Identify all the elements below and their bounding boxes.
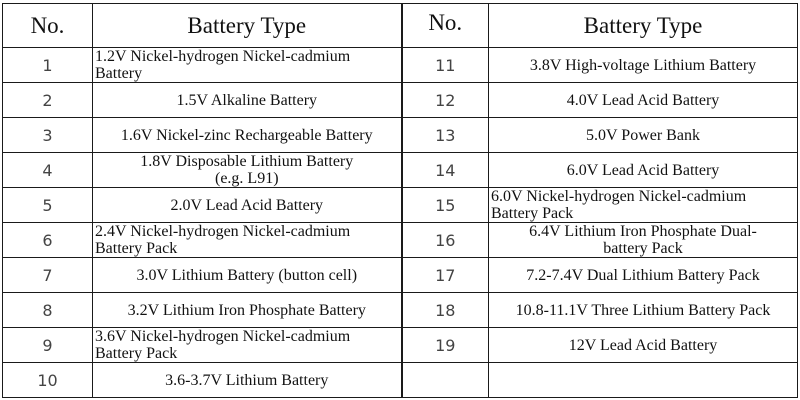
row-number-cell: 18 (402, 293, 489, 328)
row-number-cell: 1 (3, 48, 93, 83)
battery-type-cell: 5.0V Power Bank (489, 118, 798, 153)
battery-type-cell: 4.0V Lead Acid Battery (489, 83, 798, 118)
row-number-cell: 19 (402, 328, 489, 363)
table-row (3, 83, 798, 118)
table-row (3, 258, 798, 293)
row-number-cell: 15 (402, 188, 489, 223)
row-number-cell: 10 (3, 363, 93, 398)
battery-type-cell: 6.0V Nickel-hydrogen Nickel-cadmium Battery Pack (489, 188, 798, 223)
row-number-cell: 16 (402, 223, 489, 258)
row-number-cell: 8 (3, 293, 93, 328)
battery-type-cell: 3.2V Lithium Iron Phosphate Battery (93, 293, 402, 328)
row-number-cell: 3 (3, 118, 93, 153)
header-no-left: No. (3, 4, 93, 48)
row-number-cell: 2 (3, 83, 93, 118)
row-number-cell: 14 (402, 153, 489, 188)
row-number-cell: 11 (402, 48, 489, 83)
battery-type-cell: 2.4V Nickel-hydrogen Nickel-cadmium Battery Pack (93, 223, 402, 258)
battery-type-cell: 1.5V Alkaline Battery (93, 83, 402, 118)
table-row (3, 293, 798, 328)
table-row (3, 363, 798, 398)
battery-type-cell: 1.8V Disposable Lithium Battery (e.g. L91) (93, 153, 402, 188)
table-row (3, 188, 798, 223)
battery-type-cell: 7.2-7.4V Dual Lithium Battery Pack (489, 258, 798, 293)
empty-number-cell (402, 363, 489, 398)
row-number-cell: 9 (3, 328, 93, 363)
battery-type-cell: 1.6V Nickel-zinc Rechargeable Battery (93, 118, 402, 153)
row-number-cell: 4 (3, 153, 93, 188)
empty-battery-type-cell (489, 363, 798, 398)
table-row (3, 328, 798, 363)
battery-type-cell: 3.0V Lithium Battery (button cell) (93, 258, 402, 293)
row-number-cell: 17 (402, 258, 489, 293)
row-number-cell: 13 (402, 118, 489, 153)
table-row (3, 223, 798, 258)
battery-type-cell: 3.6-3.7V Lithium Battery (93, 363, 402, 398)
table-row (3, 153, 798, 188)
battery-type-cell: 3.8V High-voltage Lithium Battery (489, 48, 798, 83)
battery-type-cell: 12V Lead Acid Battery (489, 328, 798, 363)
battery-type-cell: 3.6V Nickel-hydrogen Nickel-cadmium Battery Pack (93, 328, 402, 363)
battery-type-cell: 1.2V Nickel-hydrogen Nickel-cadmium Battery (93, 48, 402, 83)
table-header-row (3, 4, 798, 48)
battery-type-cell: 10.8-11.1V Three Lithium Battery Pack (489, 293, 798, 328)
header-no-right: No. (402, 4, 489, 48)
row-number-cell: 5 (3, 188, 93, 223)
battery-type-table (2, 3, 798, 398)
table-row (3, 48, 798, 83)
row-number-cell: 7 (3, 258, 93, 293)
row-number-cell: 6 (3, 223, 93, 258)
header-battery-type-right: Battery Type (489, 4, 798, 48)
header-battery-type-left: Battery Type (93, 4, 402, 48)
row-number-cell: 12 (402, 83, 489, 118)
table-row (3, 118, 798, 153)
battery-type-cell: 6.0V Lead Acid Battery (489, 153, 798, 188)
battery-type-cell: 2.0V Lead Acid Battery (93, 188, 402, 223)
battery-type-cell: 6.4V Lithium Iron Phosphate Dual-battery Pack (489, 223, 798, 258)
